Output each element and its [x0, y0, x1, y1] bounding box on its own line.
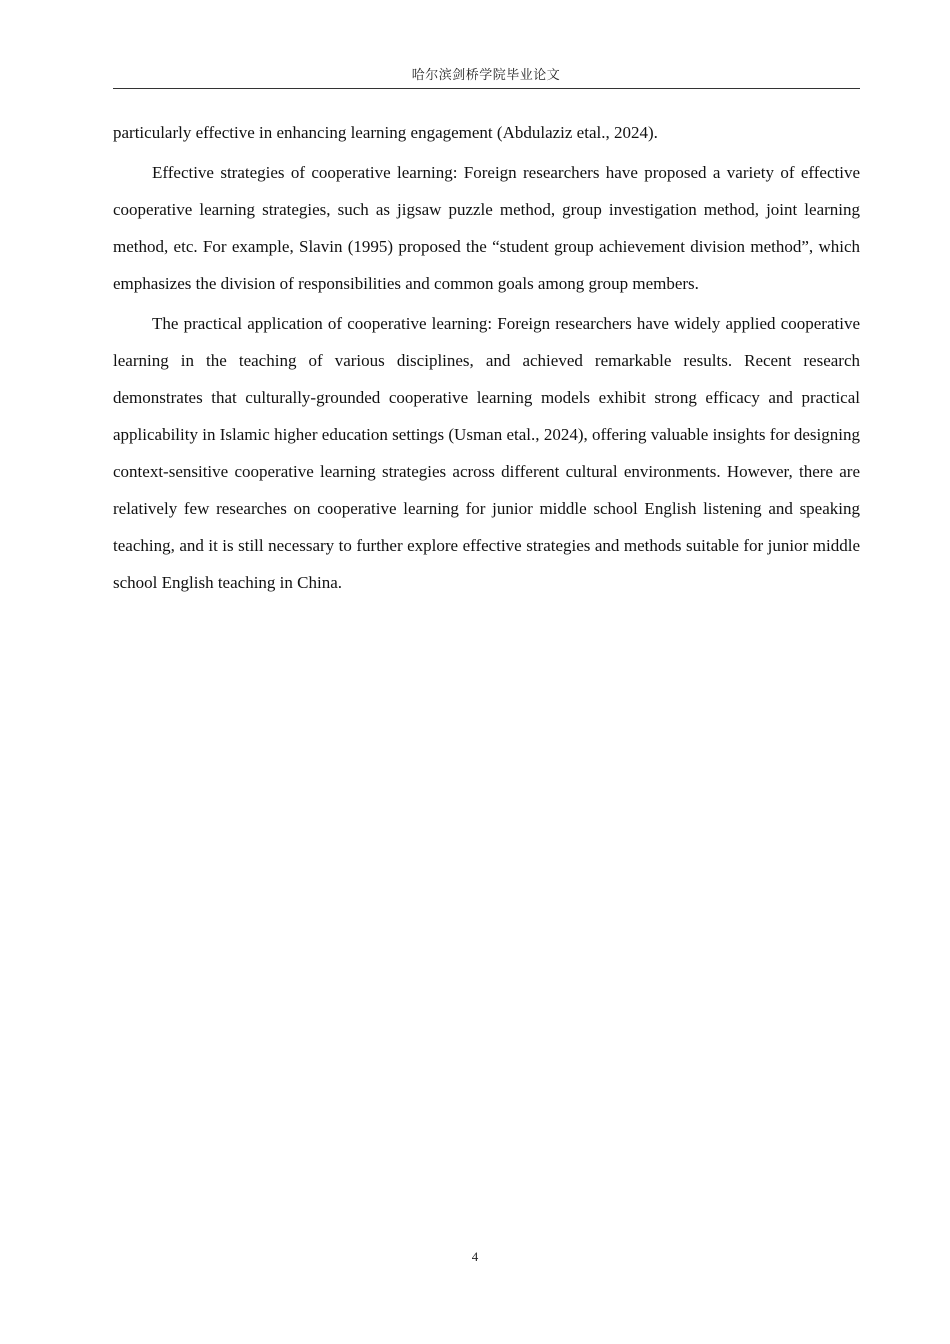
header-divider [113, 88, 860, 89]
paragraph-continuation: particularly effective in enhancing learning engagement (Abdulaziz etal., 2024). [113, 123, 658, 142]
body-text [113, 114, 860, 604]
page-number: 4 [471, 1249, 479, 1264]
running-header: 哈尔滨剑桥学院毕业论文 [411, 67, 561, 82]
paragraph-effective-strategies: Effective strategies of cooperative learning: Foreign researchers have proposed a variety of effective cooperative learning strategies, such as jigsaw puzzle method, group investigation method, joint learning method, etc. For example, Slavin (1995) proposed the “student group achievement division method”, which emphasizes the division of responsibilities and common goals among group members. [113, 163, 860, 293]
paragraph-practical-application: The practical application of cooperative learning: Foreign researchers have widely applied cooperative learning in the teaching of various disciplines, and achieved remarkable results. Recent research demonstrates that culturally-grounded cooperative learning models exhibit strong efficacy and practical applicability in Islamic higher education settings (Usman etal., 2024), offering valuable insights for designing context-sensitive cooperative learning strategies across different cultural environments. However, there are relatively few researches on cooperative learning for junior middle school English listening and speaking teaching, and it is still necessary to further explore effective strategies and methods suitable for junior middle school English teaching in China. [113, 314, 860, 592]
